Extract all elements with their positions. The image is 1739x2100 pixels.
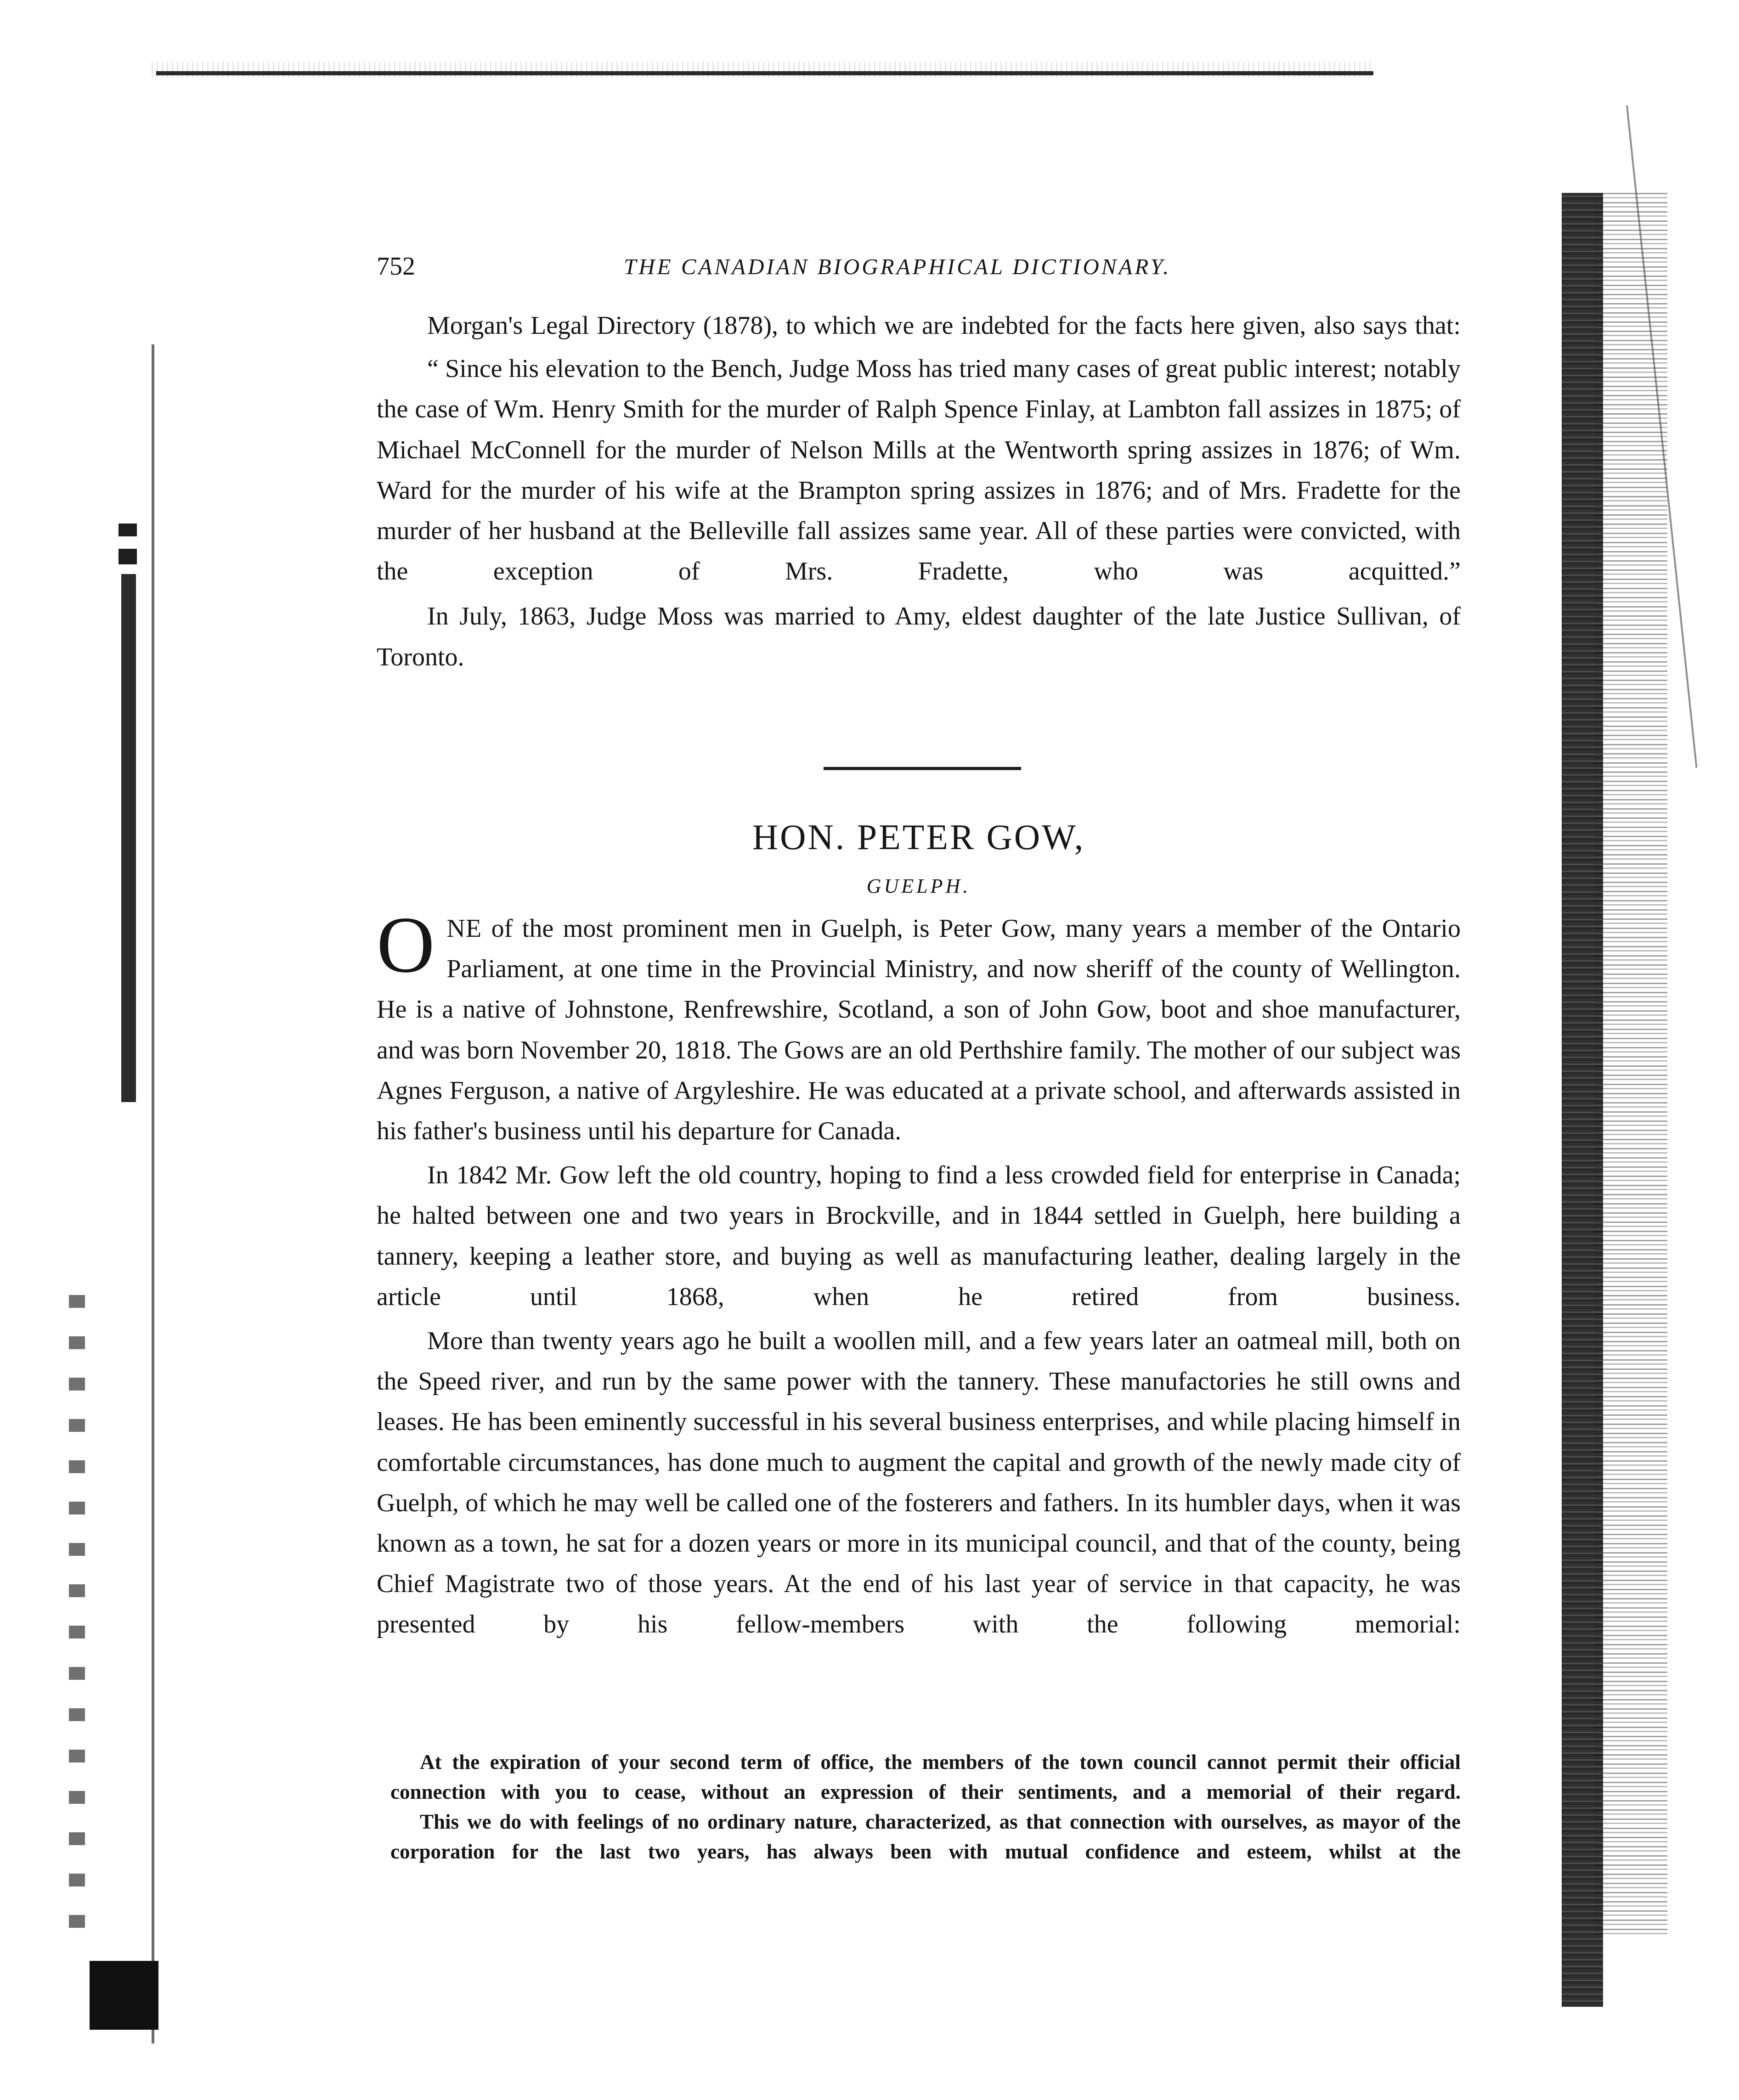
- scan-corner-block: [90, 1961, 158, 2030]
- binding-mark: [121, 574, 136, 1102]
- scan-binding-marks: [115, 524, 142, 1102]
- opening-word-rest: NE: [446, 914, 482, 943]
- scan-left-dashes: [69, 1295, 85, 1929]
- entry-title: HON. PETER GOW,: [752, 817, 1085, 857]
- previous-entry-text: [377, 305, 1461, 677]
- paragraph: Morgan's Legal Directory (1878), to which we are indebted for the facts here given, also says that:: [427, 311, 1461, 340]
- paragraph: In July, 1863, Judge Moss was married to Amy, eldest daughter of the late Justice Sullivan, of Toronto.: [377, 602, 1461, 671]
- scan-right-edge: [1562, 193, 1603, 2007]
- scan-left-edge: [152, 344, 154, 2044]
- paragraph: In 1842 Mr. Gow left the old country, hoping to find a less crowded field for enterprise in Canada; he halted between one and two years in Brockville, and in 1844 settled in Guelph, here building a tannery, keeping a leather store, and buying as well as manufacturing leather, dealing largely in the article until 1868, when he retired from business.: [377, 1161, 1461, 1311]
- page-number: 752: [377, 252, 415, 281]
- opening-paragraph: [377, 900, 1461, 1151]
- binding-mark: [119, 524, 137, 536]
- section-divider: [824, 767, 1021, 770]
- binding-mark: [119, 549, 137, 564]
- quoted-paragraph: “ Since his elevation to the Bench, Judge Moss has tried many cases of great public interest; notably the case of Wm. Henry Smith for the murder of Ralph Spence Finlay, at Lambton fall assizes in 1875; of Michael McConnell for the murder of Nelson Mills at the Wentworth spring assizes in 1876; of Wm. Ward for the murder of his wife at the Brampton spring assizes in 1876; and of Mrs. Fradette for the murder of her husband at the Belleville fall assizes same year. All of these parties were convicted, with the exception of Mrs. Fradette, who was acquitted.”: [377, 355, 1461, 586]
- running-title: THE CANADIAN BIOGRAPHICAL DICTIONARY.: [624, 254, 1171, 279]
- entry-place: GUELPH.: [866, 875, 971, 897]
- memorial-paragraph: At the expiration of your second term of office, the members of the town council cannot permit their official connection with you to cease, without an expression of their sentiments, and a memorial of their regard.: [390, 1751, 1461, 1803]
- running-header: [377, 252, 1461, 288]
- drop-cap: O: [377, 900, 435, 989]
- top-border-rule: [156, 71, 1373, 75]
- paragraph: More than twenty years ago he built a woollen mill, and a few years later an oatmeal mill, both on the Speed river, and run by the same power with the tannery. These manufactories he still owns and leases. He has been eminently successful in his several business enterprises, and while placing himself in comfortable circumstances, has done much to augment the capital and growth of the newly made city of Guelph, of which he may well be called one of the fosterers and fathers. In its humbler days, when it was known as a town, he sat for a dozen years or more in its municipal council, and that of the county, being Chief Magistrate two of those years. At the end of his last year of service in that capacity, he was presented by his fellow-members with the following memorial:: [377, 1327, 1461, 1639]
- memorial-paragraph: This we do with feelings of no ordinary nature, characterized, as that connection with ourselves, as mayor of the corporation for the last two years, has always been with mutual confidence and esteem, whilst at the: [390, 1810, 1461, 1863]
- memorial-quote: [390, 1747, 1461, 1867]
- entry-body: [377, 900, 1461, 1645]
- opening-paragraph-text: of the most prominent men in Guelph, is Peter Gow, many years a member of the Ontario Parliament, at one time in the Provincial Ministry, and now sheriff of the county of Wellington. He is a native of Johnstone, Renfrewshire, Scotland, a son of John Gow, boot and shoe manufacturer, and was born November 20, 1818. The Gows are an old Perthshire family. The mother of our subject was Agnes Ferguson, a native of Argyleshire. He was educated at a private school, and afterwards assisted in his father's business until his departure for Canada.: [377, 914, 1461, 1146]
- scan-right-noise: [1594, 193, 1667, 1938]
